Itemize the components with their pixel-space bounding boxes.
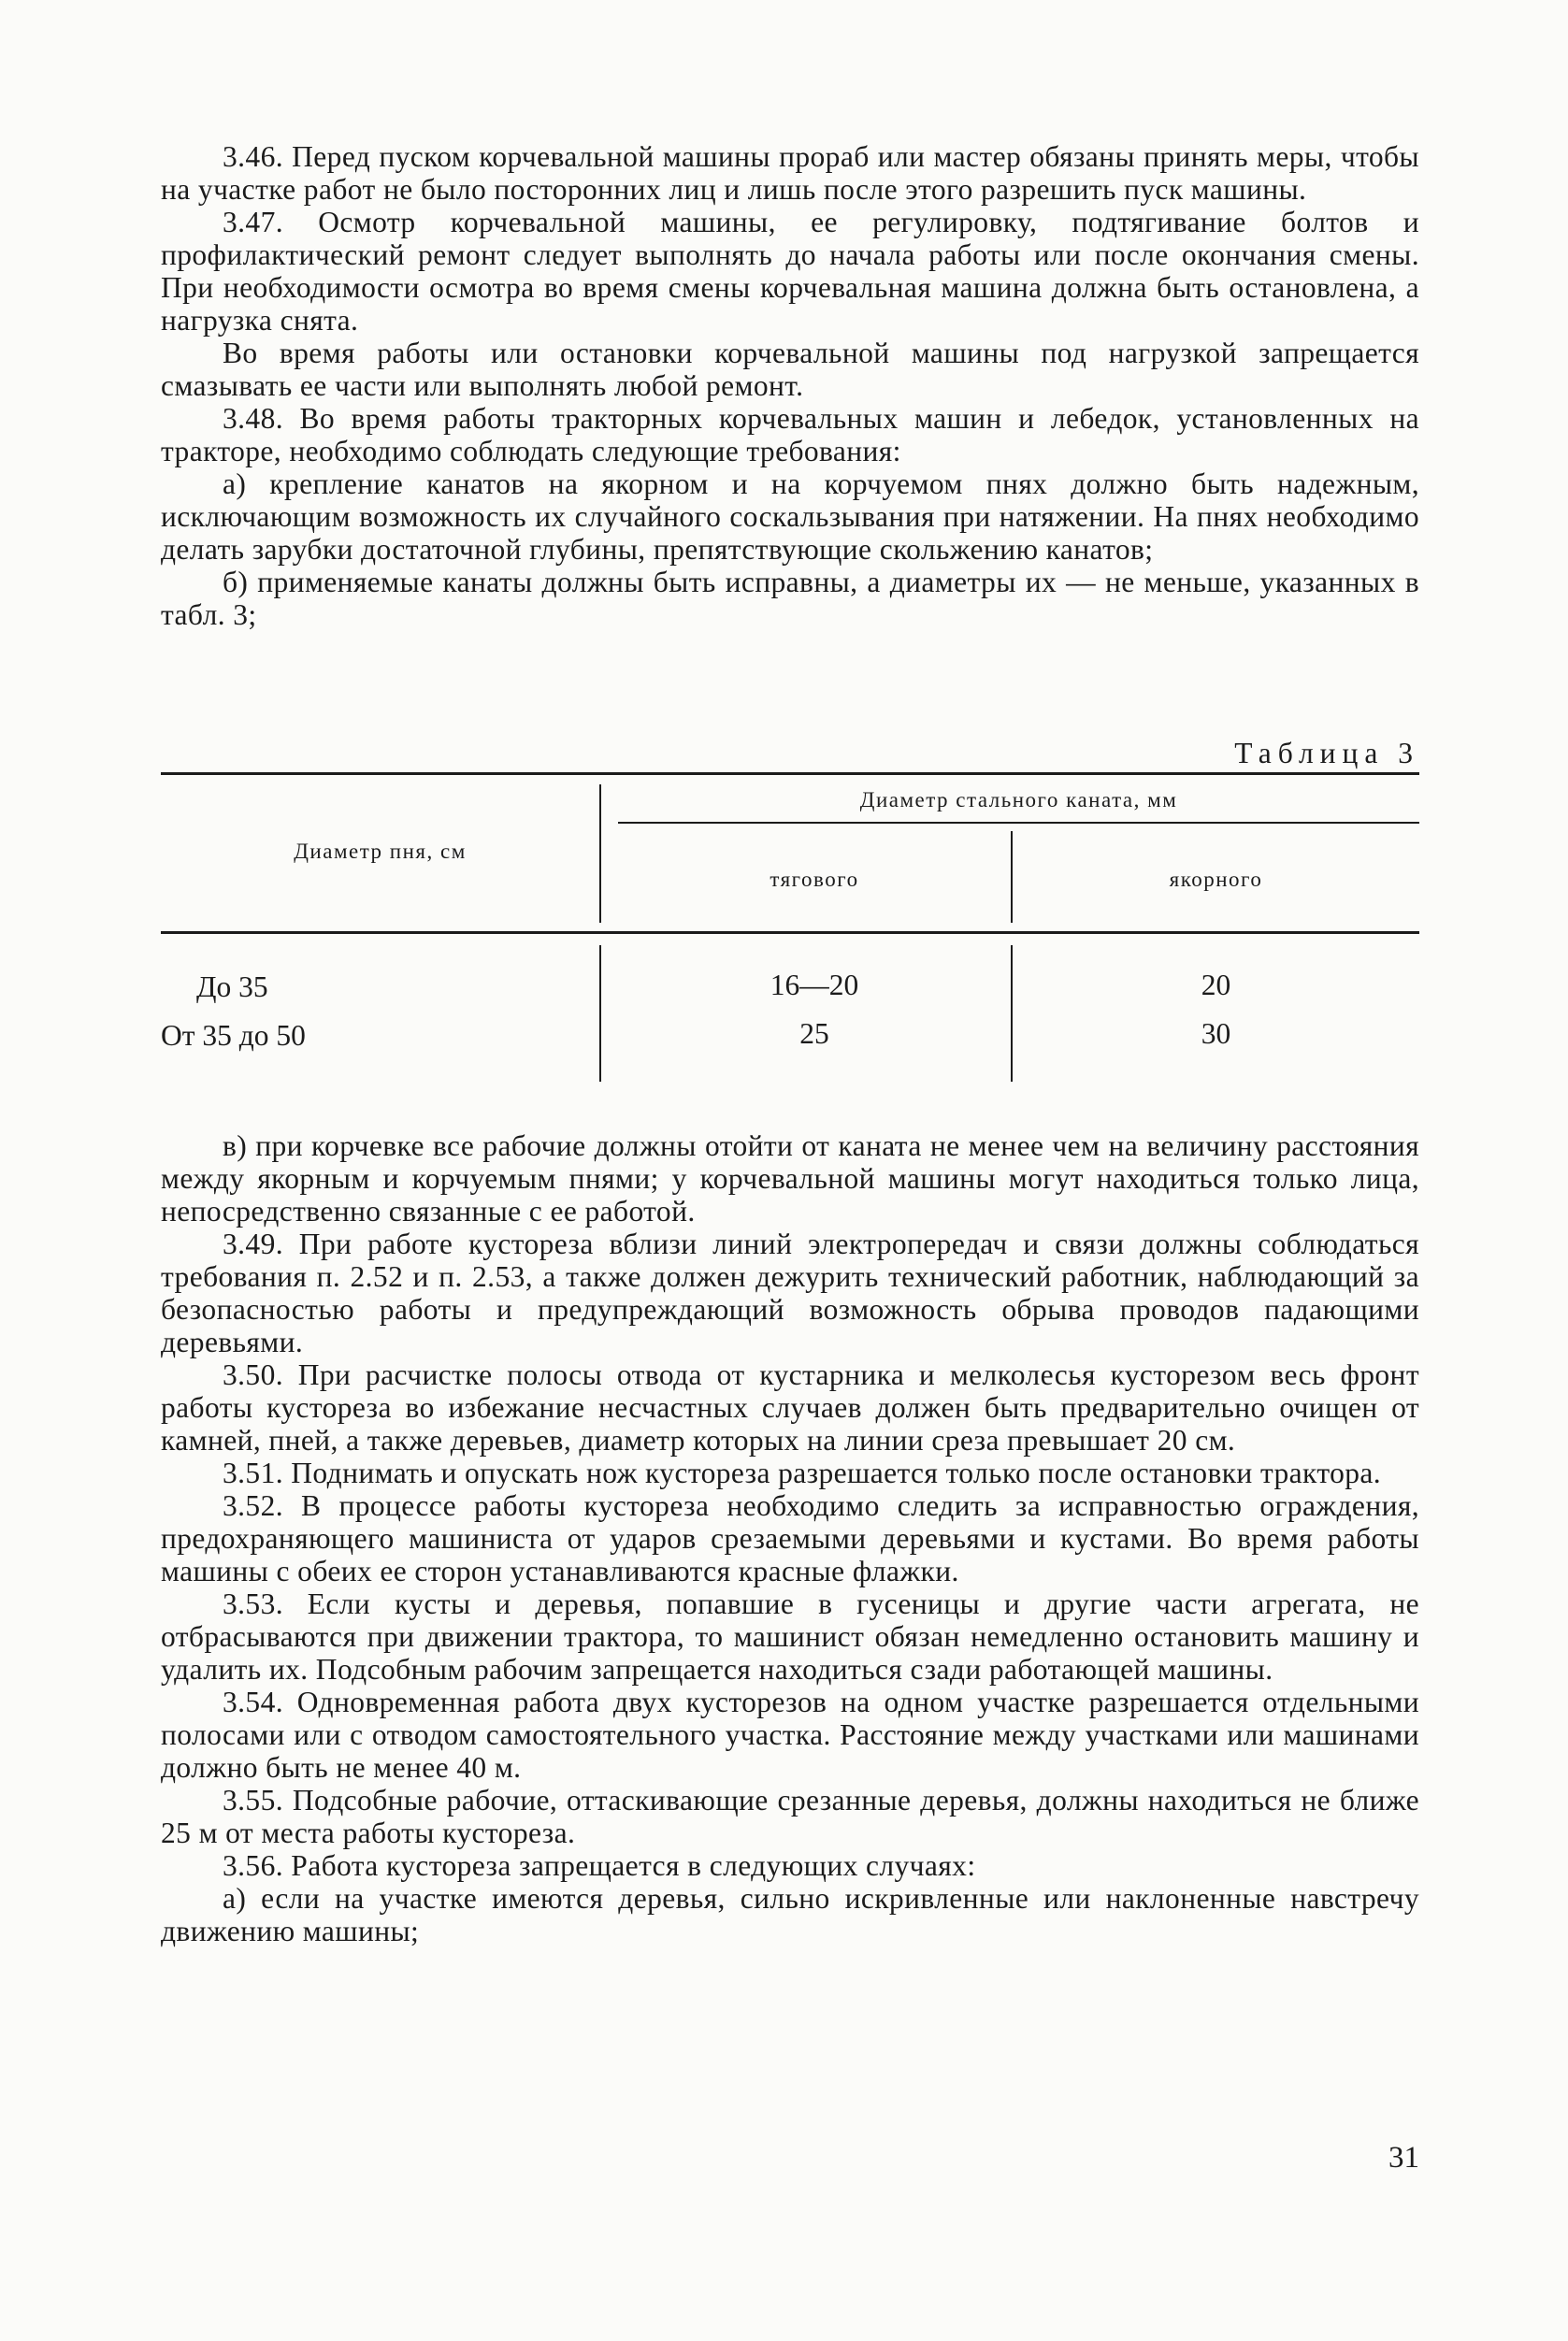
paragraph-3-48-b: б) применяемые канаты должны быть исправны, а диаметры их — не меньше, указанных в табл. 3; [161,566,1419,631]
paragraph-3-56-a: а) если на участке имеются деревья, сильно искривленные или наклоненные навстречу движению машины; [161,1882,1419,1947]
text-block-bottom [161,1129,1419,1947]
table-divider-header-1 [599,784,601,923]
page-number: 31 [1388,2141,1419,2175]
paragraph-3-48-a: а) крепление канатов на якорном и на корчуемом пнях должно быть надежным, исключающим возможность их случайного соскальзывания при натяжении. На пнях необходимо делать зарубки достаточной глубины, препятствующие скольжению канатов; [161,467,1419,566]
paragraph-3-54: 3.54. Одновременная работа двух кусторезов на одном участке разрешается отдельными полосами или с отводом самостоятельного участка. Расстояние между участками или машинами должно быть не менее 40 м. [161,1686,1419,1784]
paragraph-3-47: 3.47. Осмотр корчевальной машины, ее регулировку, подтягивание болтов и профилактический ремонт следует выполнять до начала работы или после окончания смены. При необходимости осмотра во время смены корчевальная машина должна быть остановлена, а нагрузка снята. [161,206,1419,337]
paragraph-3-55: 3.55. Подсобные рабочие, оттаскивающие срезанные деревья, должны находиться не ближе 25 м от места работы кустореза. [161,1784,1419,1849]
header-anchor: якорного [1169,868,1263,891]
row-1-stump: До 35 [196,970,268,1003]
row-2-traction: 25 [799,1017,829,1050]
table-header-rule [161,931,1419,934]
header-traction: тягового [770,868,859,891]
text-block-top [161,140,1419,631]
paragraph-3-51: 3.51. Поднимать и опускать нож кустореза разрешается только после остановки трактора. [223,1457,1382,1489]
row-1-traction: 16—20 [770,969,859,1001]
paragraph-3-48-v: в) при корчевке все рабочие должны отойти от каната не менее чем на величину расстояния между якорным и корчуемым пнями; у корчевальной машины могут находиться только лица, непосредственно связанные с ее работой. [161,1129,1419,1228]
row-1-anchor: 20 [1201,969,1231,1001]
row-2-anchor: 30 [1201,1017,1231,1050]
table-divider-body-1 [599,945,601,1082]
paragraph-3-48: 3.48. Во время работы тракторных корчевальных машин и лебедок, установленных на тракторе, необходимо соблюдать следующие требования: [161,402,1419,467]
header-rope-diameter: Диаметр стального каната, мм [859,788,1178,811]
table-subheader-rule [618,822,1419,824]
paragraph-3-49: 3.49. При работе кустореза вблизи линий электропередач и связи должны соблюдаться требования п. 2.52 и п. 2.53, а также должен дежурить технический работник, наблюдающий за безопасностью работы и предупреждающий возможность обрыва проводов падающими деревьями. [161,1228,1419,1358]
table-caption: Таблица 3 [1234,737,1419,769]
table-divider-body-2 [1011,945,1013,1082]
paragraph-3-52: 3.52. В процессе работы кустореза необходимо следить за исправностью ограждения, предохраняющего машиниста от ударов срезаемыми деревьями и кустами. Во время работы машины с обеих ее сторон устанавливаются красные флажки. [161,1489,1419,1587]
paragraph-3-47-cont: Во время работы или остановки корчевальной машины под нагрузкой запрещается смазывать ее части или выполнять любой ремонт. [161,337,1419,402]
paragraph-3-50: 3.50. При расчистке полосы отвода от кустарника и мелколесья кусторезом весь фронт работы кустореза во избежание несчастных случаев должен быть предварительно очищен от камней, пней, а также деревьев, диаметр которых на линии среза превышает 20 см. [161,1358,1419,1457]
paragraph-3-53: 3.53. Если кусты и деревья, попавшие в гусеницы и другие части агрегата, не отбрасываются при движении трактора, то машинист обязан немедленно остановить машину и удалить их. Подсобным рабочим запрещается находиться сзади работающей машины. [161,1587,1419,1686]
paragraph-3-46: 3.46. Перед пуском корчевальной машины прораб или мастер обязаны принять меры, чтобы на участке работ не было посторонних лиц и лишь после этого разрешить пуск машины. [161,140,1419,206]
row-2-stump: От 35 до 50 [161,1019,306,1052]
table-top-rule [161,772,1419,775]
paragraph-3-56: 3.56. Работа кустореза запрещается в следующих случаях: [223,1849,976,1882]
header-stump-diameter: Диаметр пня, см [294,840,467,863]
rope-diameter-table [161,772,1419,1086]
